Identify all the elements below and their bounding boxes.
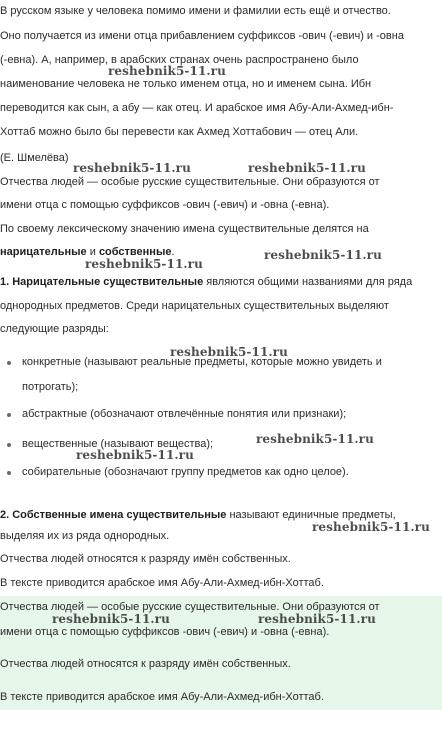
- proper-nouns-title: 2. Собственные имена существительные: [0, 509, 227, 521]
- conjunction: и: [86, 246, 99, 258]
- answer-line-2: имени отца с помощью суффиксов -ович (-евич) и -овна (-евна).: [0, 626, 330, 638]
- watermark: reshebnik5-11.ru: [73, 161, 191, 175]
- theory-line-1: Отчества людей — особые русские существительные. Они образуются от: [0, 176, 380, 188]
- category-concrete-cont: потрогать);: [22, 381, 79, 393]
- watermark: reshebnik5-11.ru: [170, 345, 288, 359]
- theory-line-3: По своему лексическому значению имена существительные делятся на: [0, 223, 369, 235]
- category-collective: собирательные (обозначают группу предметов как одно целое).: [22, 466, 349, 478]
- bullet-icon: [7, 361, 11, 365]
- theory-line-2: имени отца с помощью суффиксов -ович (-евич) и -овна (-евна).: [0, 199, 330, 211]
- intro-line-6: Хоттаб можно было бы перевести как Ахмед Хоттабович — отец Али.: [0, 126, 359, 138]
- watermark: reshebnik5-11.ru: [258, 612, 376, 626]
- intro-line-3: (-евна). А, например, в арабских странах очень распространено было: [0, 54, 359, 66]
- common-line-3: следующие разряды:: [0, 323, 109, 335]
- period: .: [171, 246, 175, 258]
- watermark: reshebnik5-11.ru: [52, 612, 170, 626]
- proper-line-4: В тексте приводится арабское имя Абу-Али-Ахмед-ибн-Хоттаб.: [0, 577, 324, 589]
- answer-line-3: Отчества людей относятся к разряду имён собственных.: [0, 658, 291, 670]
- category-concrete: конкретные (называют реальные предметы, которые можно увидеть и: [22, 356, 382, 368]
- common-line-2: однородных предметов. Среди нарицательных существительных выделяют: [0, 300, 389, 312]
- category-abstract: абстрактные (обозначают отвлечённые понятия или признаки);: [22, 408, 347, 420]
- watermark: reshebnik5-11.ru: [76, 448, 194, 462]
- intro-line-5: переводится как сын, а абу — как отец. И арабское имя Абу-Али-Ахмед-ибн-: [0, 102, 394, 114]
- common-nouns-heading: [0, 275, 412, 289]
- bullet-icon: [7, 443, 11, 447]
- category-material: вещественные (называют вещества);: [22, 438, 214, 450]
- proper-line-2: выделяя их из ряда однородных.: [0, 530, 170, 542]
- intro-line-2: Оно получается из имени отца прибавлением суффиксов -ович (-евич) и -овна: [0, 30, 404, 42]
- watermark: reshebnik5-11.ru: [264, 248, 382, 262]
- proper-line-3: Отчества людей относятся к разряду имён собственных.: [0, 553, 291, 565]
- watermark: reshebnik5-11.ru: [256, 432, 374, 446]
- watermark: reshebnik5-11.ru: [312, 520, 430, 534]
- common-nouns-title: 1. Нарицательные существительные: [0, 276, 204, 288]
- answer-line-4: В тексте приводится арабское имя Абу-Али-Ахмед-ибн-Хоттаб.: [0, 691, 324, 703]
- intro-line-1: В русском языке у человека помимо имени и фамилии есть ещё и отчество.: [0, 5, 391, 17]
- proper-nouns-rest: называют единичные предметы,: [226, 509, 396, 521]
- watermark: reshebnik5-11.ru: [248, 161, 366, 175]
- term-common: нарицательные: [0, 246, 87, 258]
- intro-author: (Е. Шмелёва): [0, 152, 69, 164]
- answer-line-1: Отчества людей — особые русские существительные. Они образуются от: [0, 601, 380, 613]
- bullet-icon: [7, 471, 11, 475]
- watermark: reshebnik5-11.ru: [85, 257, 203, 271]
- watermark: reshebnik5-11.ru: [108, 64, 226, 78]
- intro-line-4: наименование человека не только именем отца, но и именем сына. Ибн: [0, 78, 372, 90]
- bullet-icon: [7, 413, 11, 417]
- common-nouns-rest: являются общими названиями для ряда: [203, 276, 413, 288]
- term-proper: собственные: [98, 246, 172, 258]
